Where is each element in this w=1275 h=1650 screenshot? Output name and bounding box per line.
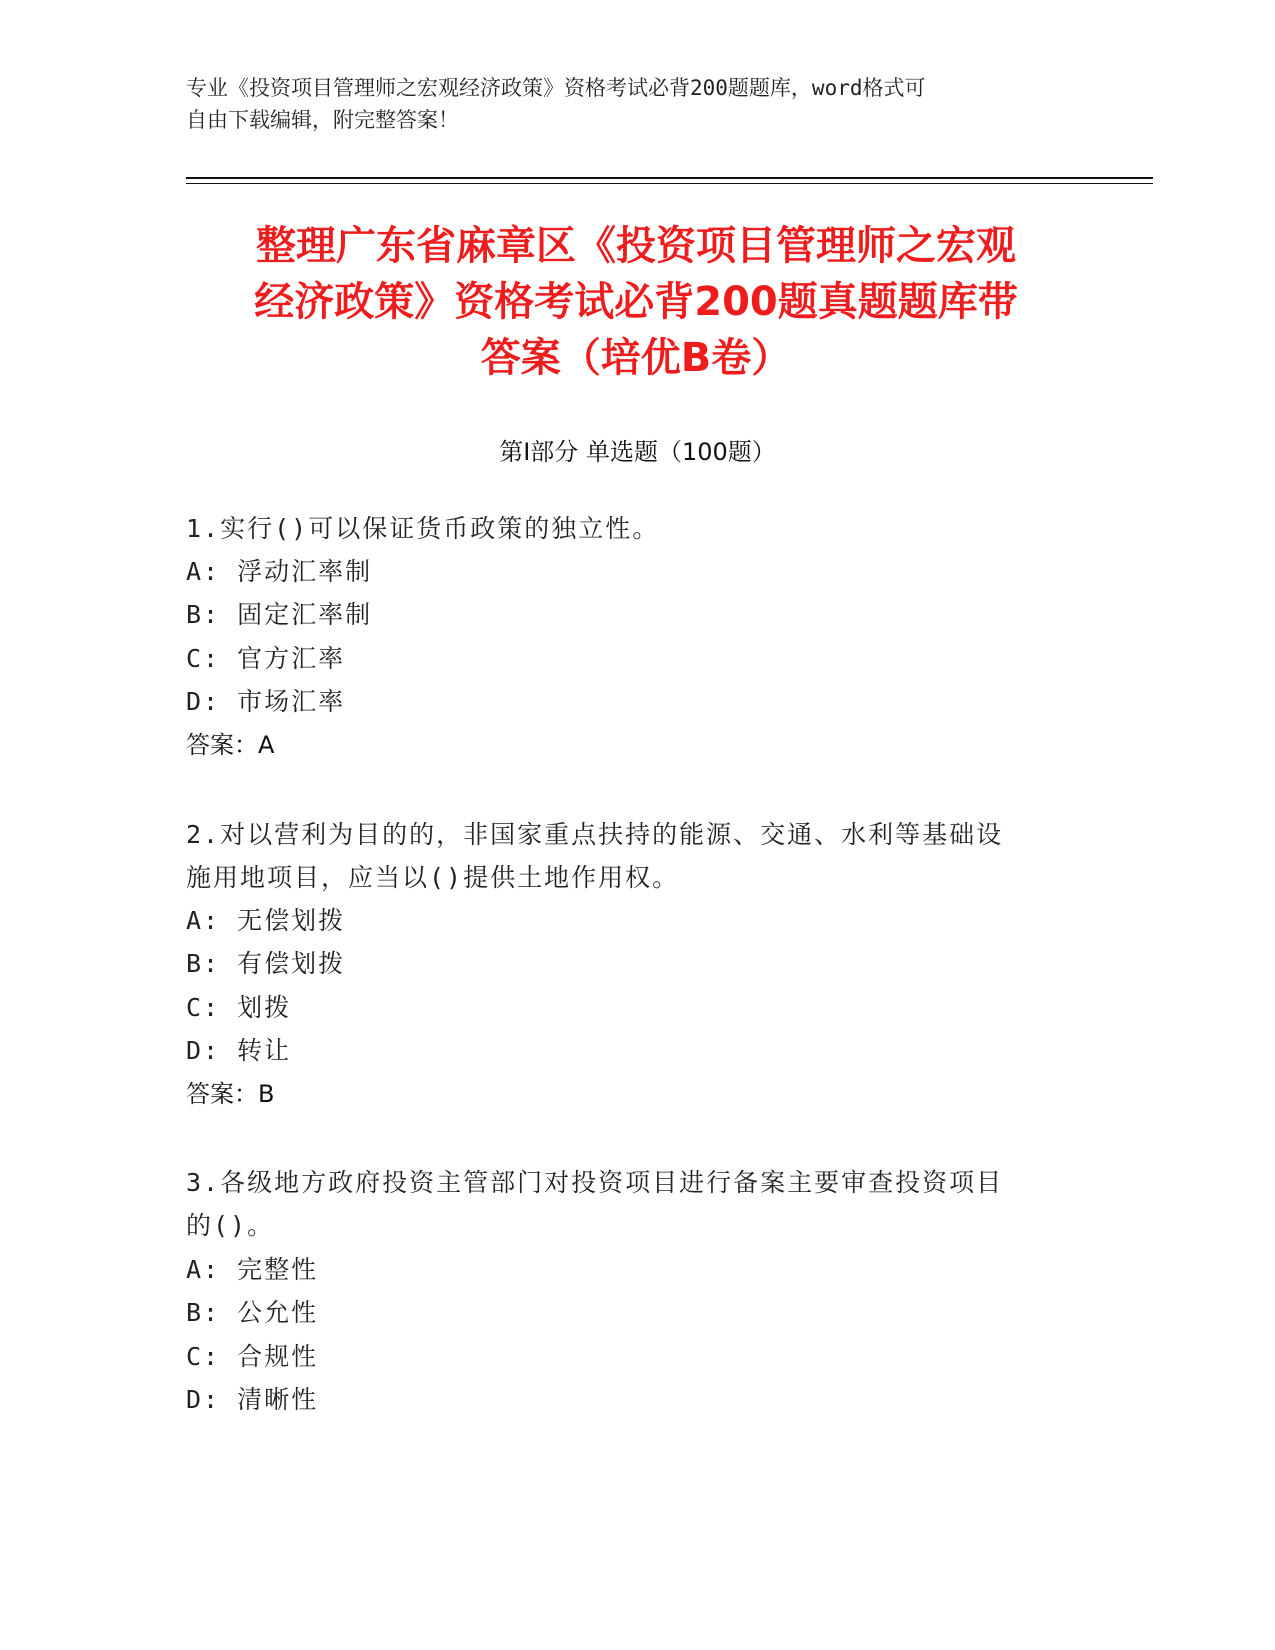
question-1-option-a: A: 浮动汇率制 <box>186 557 373 586</box>
question-1-stem: 1.实行()可以保证货币政策的独立性。 <box>186 514 660 543</box>
question-3-option-d: D: 清晰性 <box>186 1385 319 1414</box>
header-note <box>186 72 1066 136</box>
question-2-option-d: D: 转让 <box>186 1036 292 1065</box>
question-3-stem-line-1: 3.各级地方政府投资主管部门对投资项目进行备案主要审查投资项目 <box>186 1168 1004 1197</box>
header-note-line-2: 自由下载编辑，附完整答案！ <box>186 108 459 132</box>
header-note-line-1: 专业《投资项目管理师之宏观经济政策》资格考试必背200题题库，word格式可 <box>186 76 926 100</box>
question-3-option-c: C: 合规性 <box>186 1342 319 1371</box>
question-2-option-b: B: 有偿划拨 <box>186 949 346 978</box>
section-heading: 第I部分 单选题（100题） <box>499 438 776 466</box>
question-3-stem-line-2: 的()。 <box>186 1211 275 1240</box>
question-1-option-d: D: 市场汇率 <box>186 687 346 716</box>
question-1-answer: 答案：A <box>186 731 275 759</box>
question-3-option-b: B: 公允性 <box>186 1298 319 1327</box>
document-title <box>186 218 1086 386</box>
question-1-option-b: B: 固定汇率制 <box>186 600 373 629</box>
header-divider-thick <box>186 177 1153 179</box>
question-2-option-c: C: 划拨 <box>186 993 292 1022</box>
question-1-option-c: C: 官方汇率 <box>186 644 346 673</box>
title-line-3: 答案（培优B卷） <box>480 335 792 381</box>
question-2-stem-line-1: 2.对以营利为目的的，非国家重点扶持的能源、交通、水利等基础设 <box>186 820 1004 849</box>
question-3-option-a: A: 完整性 <box>186 1255 319 1284</box>
question-2-option-a: A: 无偿划拨 <box>186 906 346 935</box>
question-2-answer: 答案：B <box>186 1080 275 1108</box>
header-divider-thin <box>186 183 1153 184</box>
title-line-1: 整理广东省麻章区《投资项目管理师之宏观 <box>256 223 1016 269</box>
question-2-stem-line-2: 施用地项目，应当以()提供土地作用权。 <box>186 863 680 892</box>
title-line-2: 经济政策》资格考试必背200题真题题库带 <box>254 279 1018 325</box>
